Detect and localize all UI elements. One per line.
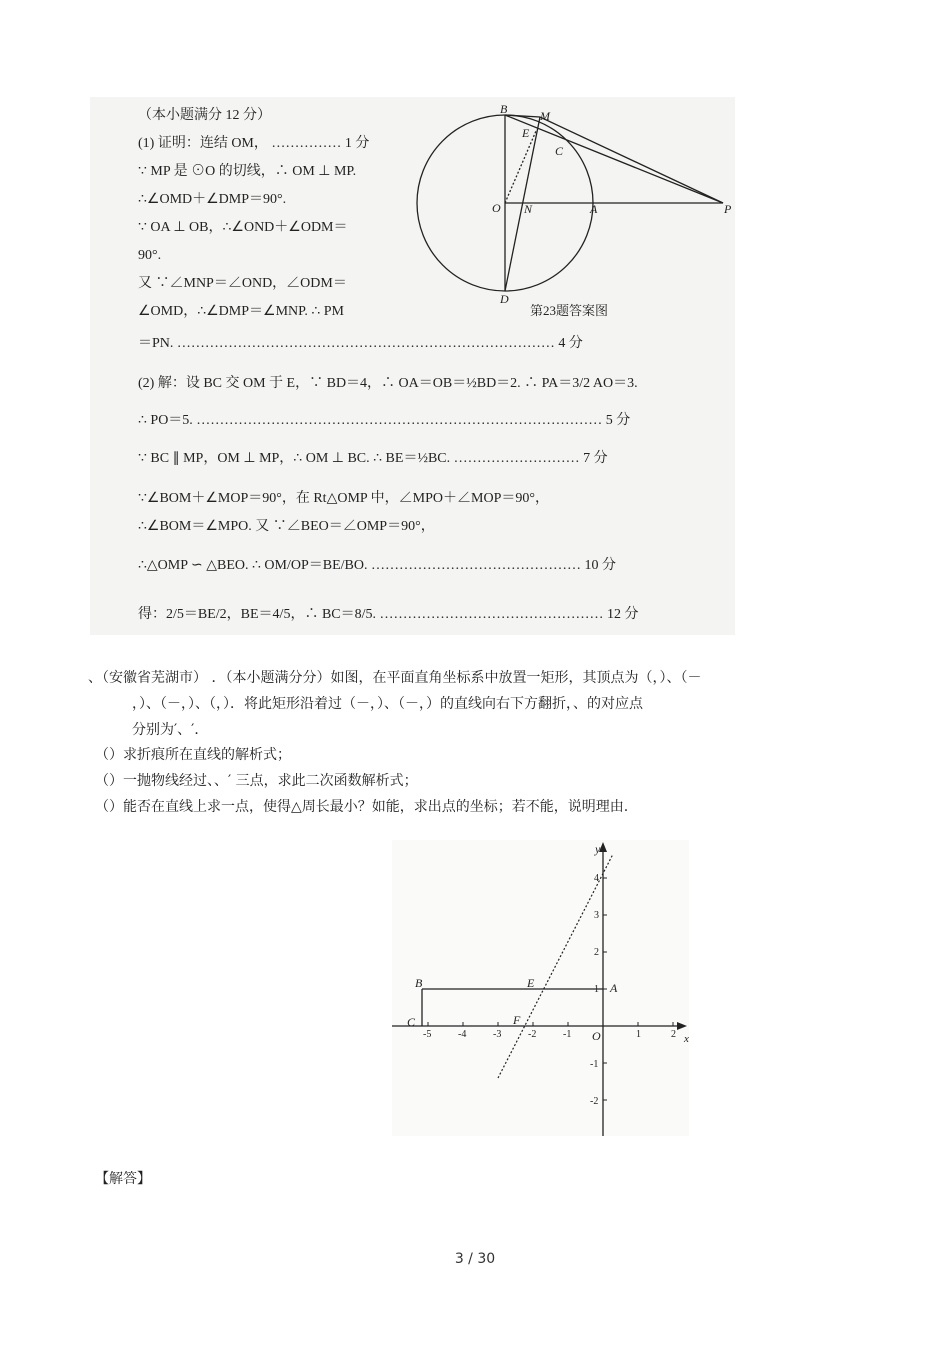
line-om-dotted [505, 131, 536, 203]
problem-line-1: 、（安徽省芜湖市） ．（本小题满分分）如图，在平面直角坐标系中放置一矩形，其顶点为（，）、（－ [88, 670, 702, 686]
scan-line: ∴△OMP ∽ △BEO. ∴ OM/OP＝BE/BO. ……………………………………… 10 分 [138, 558, 616, 573]
x-axis-arrow [677, 1022, 687, 1030]
x-tick-label: 1 [636, 1029, 641, 1040]
question-1: （）求折痕所在直线的解析式； [95, 747, 291, 763]
y-tick-label: -2 [590, 1096, 599, 1107]
point-e-label: E [527, 976, 535, 990]
label-n: N [524, 202, 533, 216]
origin-label: O [592, 1029, 601, 1043]
page-number: 3 / 30 [454, 1251, 496, 1267]
scan-line: 又 ∵∠MNP＝∠OND，∠ODM＝ [138, 276, 347, 291]
circle-labels [492, 102, 732, 306]
y-tick-label: 4 [594, 873, 599, 884]
x-tick-label: -2 [528, 1029, 537, 1040]
scan-line: 90°. [138, 248, 162, 263]
x-tick-label: -3 [493, 1029, 502, 1040]
problem-line-3: 分别为′、′． [132, 722, 209, 738]
label-d: D [500, 292, 509, 306]
problem-line-2: ，）、（－，）、（，）．将此矩形沿着过（－，）、（－，）的直线向右下方翻折，、的对应点 [132, 696, 643, 712]
label-p: P [724, 202, 732, 216]
scan-line: ∵ BC ∥ MP，OM ⊥ MP，∴ OM ⊥ BC. ∴ BE＝½BC. ……………………… 7 分 [138, 451, 608, 466]
label-b: B [500, 102, 508, 116]
scan-line: ∠OMD，∴∠DMP＝∠MNP. ∴ PM [138, 304, 345, 319]
scan-line: ∵ MP 是 ⊙O 的切线，∴ OM ⊥ MP. [138, 164, 357, 179]
scan-line: ∵ OA ⊥ OB，∴∠OND＋∠ODM＝ [138, 220, 348, 235]
scan-line: 得：2/5＝BE/2，BE＝4/5，∴ BC＝8/5. ………………………………………… 12 分 [138, 607, 639, 622]
tangent-mp [540, 117, 723, 203]
question-2: （）一抛物线经过、、′ 三点，求此二次函数解析式； [95, 773, 418, 789]
x-axis-label: x [684, 1033, 689, 1045]
point-c-label: C [407, 1015, 416, 1029]
label-e: E [522, 126, 530, 140]
scan-line: (2) 解：设 BC 交 OM 于 E，∵ BD＝4，∴ OA＝OB＝½BD＝2. ∴ PA＝3/2 AO＝3. [138, 376, 638, 391]
scan-line: ∴∠OMD＋∠DMP＝90°. [138, 192, 287, 207]
scan-line: ∴ PO＝5. …………………………………………………………………………… 5 分 [138, 413, 631, 428]
point-b-label: B [415, 976, 423, 990]
x-tick-label: -5 [423, 1029, 432, 1040]
label-a: A [590, 202, 598, 216]
x-tick-label: -1 [563, 1029, 572, 1040]
point-f-label: F [513, 1013, 521, 1027]
point-a-label: A [610, 981, 618, 995]
y-axis-label: y [595, 842, 601, 856]
label-o: O [492, 201, 501, 215]
solution-scan [90, 97, 735, 635]
solution-scan-svg [90, 97, 735, 635]
label-m: M [540, 109, 550, 123]
scan-line: （本小题满分 12 分） [138, 108, 271, 123]
label-c: C [555, 144, 564, 158]
line-dm [505, 117, 540, 291]
scan-line: ∴∠BOM＝∠MPO. 又 ∵∠BEO＝∠OMP＝90°， [138, 519, 435, 534]
fold-line-dotted [498, 854, 613, 1078]
scan-line: ∵∠BOM＋∠MOP＝90°，在 Rt△OMP 中，∠MPO＋∠MOP＝90°， [138, 491, 549, 506]
coordinate-svg [392, 840, 689, 1136]
y-tick-label: -1 [590, 1059, 599, 1070]
scan-line: (1) 证明：连结 OM， …………… 1 分 [138, 136, 370, 151]
y-tick-label: 2 [594, 947, 599, 958]
circle-figure [417, 115, 723, 291]
question-3: （）能否在直线上求一点，使得△周长最小？如能，求出点的坐标；若不能，说明理由. [95, 799, 629, 815]
x-tick-label: -4 [458, 1029, 467, 1040]
scan-line: ＝PN. ……………………………………………………………………… 4 分 [138, 336, 583, 351]
figure-caption: 第23题答案图 [530, 303, 609, 318]
answer-label: 【解答】 [95, 1171, 151, 1187]
y-tick-label: 3 [594, 910, 599, 921]
x-tick-label: 2 [671, 1029, 676, 1040]
coordinate-figure [392, 840, 689, 1136]
y-tick-label: 1 [594, 984, 599, 995]
